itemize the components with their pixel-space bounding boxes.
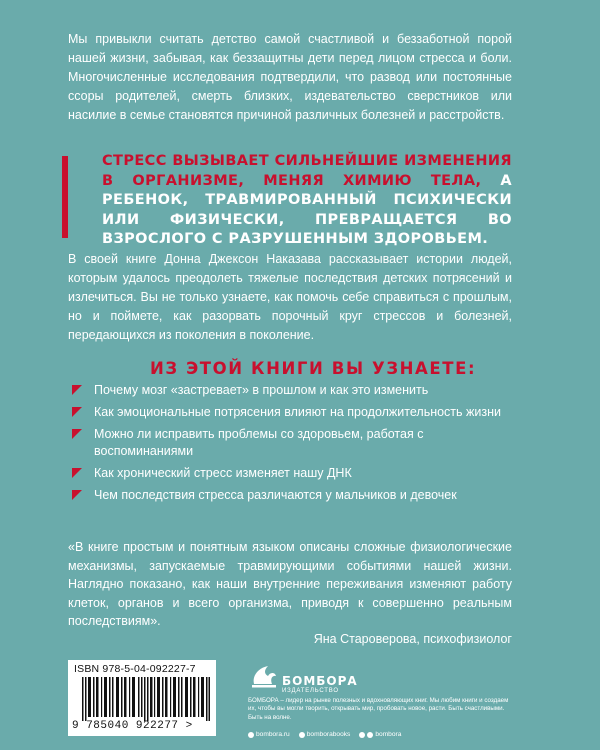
vk-icon [299, 732, 305, 738]
learn-title: ИЗ ЭТОЙ КНИГИ ВЫ УЗНАЕТЕ: [150, 359, 477, 378]
vk-link[interactable]: bomborabooks [299, 731, 351, 738]
publisher-subtitle: ИЗДАТЕЛЬСТВО [282, 688, 339, 694]
list-item: Почему мозг «застревает» в прошлом и как это изменить [72, 382, 512, 399]
globe-icon [248, 732, 254, 738]
list-item: Как эмоциональные потрясения влияют на продолжительность жизни [72, 404, 512, 421]
bullet-triangle-icon [72, 468, 82, 478]
bullet-triangle-icon [72, 490, 82, 500]
highlight-red-text: СТРЕСС ВЫЗЫВАЕТ СИЛЬНЕЙШИЕ ИЗМЕНЕНИЯ В ОРГАНИЗМЕ, МЕНЯЯ ХИМИЮ ТЕЛА, [102, 153, 512, 189]
barcode-icon [82, 677, 210, 721]
barcode-block [68, 660, 216, 736]
telegram-icon [367, 732, 373, 738]
publisher-name: БОМБОРА [282, 674, 358, 688]
review-quote: «В книге простым и понятным языком описаны сложные физиологические механизмы, запускаемые травмирующими событиями нашей жизни. Наглядно показано, как наши внутренние переживания изменяют работу клеток, органов и всего организма, приводя к совершенно реальным последствиям». [68, 540, 512, 628]
isbn-number: ISBN 978-5-04-092227-7 [74, 663, 196, 675]
list-item: Можно ли исправить проблемы со здоровьем, работая с воспоминаниями [72, 426, 512, 460]
list-item: Как хронический стресс изменяет нашу ДНК [72, 465, 512, 482]
accent-bar [62, 156, 68, 238]
barcode-digits: 9 785040 922277 > [72, 720, 193, 732]
instagram-icon [359, 732, 365, 738]
bullet-triangle-icon [72, 385, 82, 395]
bullet-triangle-icon [72, 429, 82, 439]
learn-list [72, 382, 512, 509]
list-item: Чем последствия стресса различаются у мальчиков и девочек [72, 487, 512, 504]
highlight-statement [102, 152, 512, 250]
bombora-wave-logo-icon [248, 660, 280, 692]
description-paragraph: В своей книге Донна Джексон Наказава рассказывает истории людей, которым удалось преодолеть тяжелые последствия детских потрясений и излечиться. Вы не только узнаете, как помочь себе справиться с прошлым, но и поймете, как разорвать порочный круг стрессов и болезней, передающихся из поколения в поколение. [68, 252, 512, 342]
publisher-links [248, 731, 401, 738]
bullet-triangle-icon [72, 407, 82, 417]
website-link[interactable]: bombora.ru [248, 731, 290, 738]
social-link[interactable]: bombora [359, 731, 401, 738]
quote-author: Яна Староверова, психофизиолог [313, 632, 512, 646]
publisher-tagline: БОМБОРА – лидер на рынке полезных и вдохновляющих книг. Мы любим книги и создаем их, чтобы вы могли творить, открывать мир, пробовать новое, расти. Быть счастливыми. Быть на волне. [248, 697, 509, 721]
highlight-white-text: А РЕБЕНОК, ТРАВМИРОВАННЫЙ ПСИХИЧЕСКИ ИЛИ ФИЗИЧЕСКИ, ПРЕВРАЩАЕТСЯ ВО ВЗРОСЛОГО С РАЗРУШЕННЫМ ЗДОРОВЬЕМ. [102, 172, 512, 247]
intro-paragraph: Мы привыкли считать детство самой счастливой и беззаботной порой нашей жизни, забывая, как беззащитны дети перед лицом стресса и боли. Многочисленные исследования подтвердили, что развод или постоянные ссоры родителей, смерть близких, издевательство сверстников или насилие в семье становятся причиной различных болезней и расстройств. [68, 32, 512, 122]
